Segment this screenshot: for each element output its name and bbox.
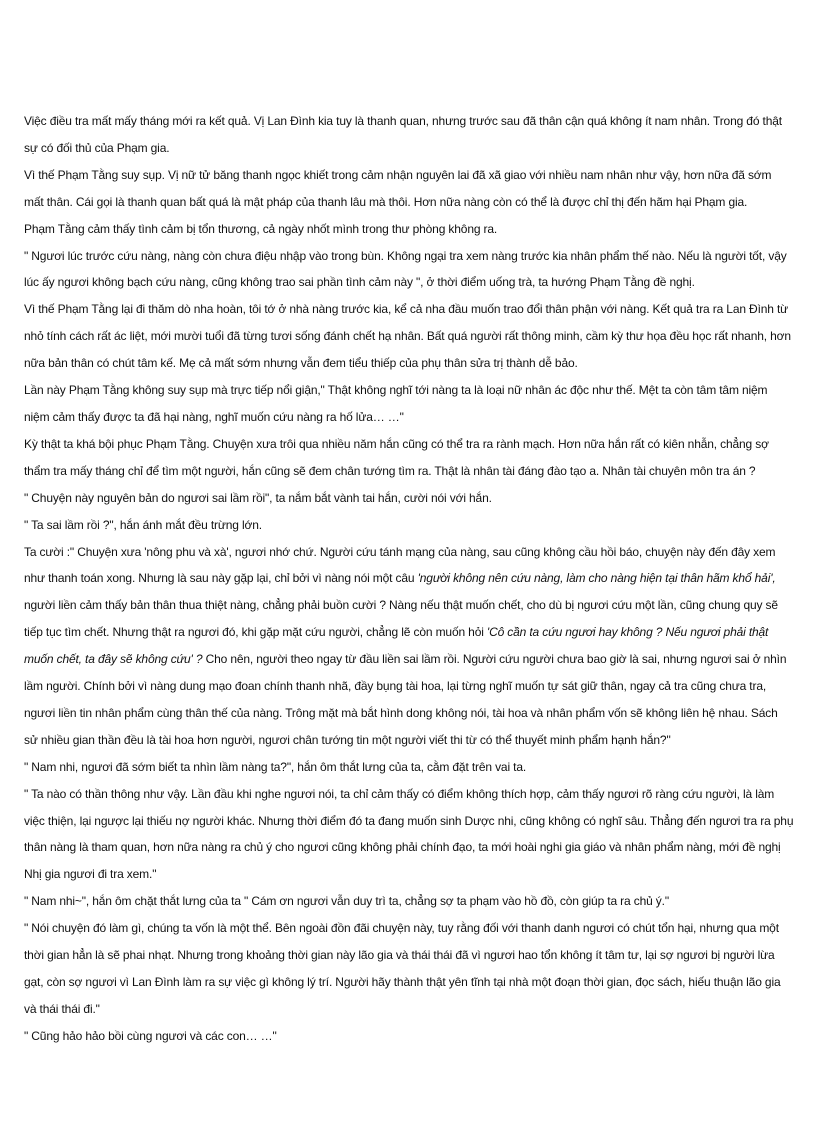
paragraph xyxy=(24,377,794,431)
paragraph xyxy=(24,296,794,377)
paragraph-text: Ta cười :" Chuyện xưa 'nông phu và xà', ngươi nhớ chứ. Người cứu tánh mạng của nàng, sau cũng không cầu hồi báo, chuyện này đến đây xem như thanh toán xong. Nhưng là sau này gặp lại, chỉ bởi vì nàng nói một câu xyxy=(24,544,776,586)
paragraph-text: " Ta nào có thần thông như vậy. Lần đầu khi nghe ngươi nói, ta chỉ cảm thấy có điểm không thích hợp, cảm thấy ngươi rõ ràng cứu người, là làm việc thiện, lại ngược lại thiếu nợ người khác. Nhưng thời điểm đó ta đang muốn sinh Dược nhi, cũng không có nghĩ sâu. Thẳng đến ngươi tra ra phụ thân nàng là tham quan, hơn nữa nàng ra chủ ý cho ngươi cũng không phải chính đạo, ta mới hoài nghi gia giáo và nhân phẩm nàng, mới đề nghị Nhị gia ngươi đi tra xem." xyxy=(24,786,794,882)
paragraph-text: Lần này Phạm Tằng không suy sụp mà trực tiếp nổi giận," Thật không nghĩ tới nàng ta là loại nữ nhân ác độc như thế. Mệt ta còn tâm tâm niệm niệm cảm thấy được ta đã hại nàng, nghĩ muốn cứu nàng ra hố lửa… …" xyxy=(24,383,768,424)
paragraph-text: Kỳ thật ta khá bội phục Phạm Tằng. Chuyện xưa trôi qua nhiều năm hắn cũng có thể tra ra rành mạch. Hơn nữa hắn rất có kiên nhẫn, chẳng sợ thẩm tra mấy tháng chỉ để tìm một người, hắn cũng sẽ đem chân tướng tìm ra. Thật là nhân tài đáng đào tạo a. Nhân tài chuyên môn tra án ? xyxy=(24,436,769,478)
paragraph xyxy=(24,888,794,915)
document-body xyxy=(24,108,794,1050)
paragraph xyxy=(24,754,794,781)
paragraph xyxy=(24,485,794,512)
paragraph-text: Cho nên, người theo ngay từ đầu liền sai lầm rồi. Người cứu người chưa bao giờ là sai, nhưng ngươi sai ở nhìn lầm người. Chính bởi vì nàng dung mạo đoan chính thanh nhã, đầy bụng tài hoa, lại từng nghĩ muốn tự sát giữ thân, ngay cả tra cũng chưa tra, ngươi liền tin nhân phẩm cùng thân thế của nàng. Trông mặt mà bắt hình dong không nói, tài hoa và nhân phẩm vốn sẽ không liên hệ nhau. Sách sử nhiều gian thần đều là tài hoa hơn người, ngươi chân tướng tin một người viết thi từ có thể thuyết minh phẩm hạnh hắn?" xyxy=(24,652,787,747)
paragraph-text: Phạm Tằng cảm thấy tình cảm bị tổn thương, cả ngày nhốt mình trong thư phòng không ra. xyxy=(24,221,498,236)
paragraph xyxy=(24,915,794,1023)
paragraph xyxy=(24,108,794,162)
paragraph xyxy=(24,431,794,485)
paragraph-text: Vì thế Phạm Tằng suy sụp. Vị nữ tử băng thanh ngọc khiết trong cảm nhận nguyên lai đã xã giao với nhiều nam nhân như vậy, hơn nữa đã sớm mất thân. Cái gọi là thanh quan bất quá là mật pháp của thanh lâu mà thôi. Hơn nữa nàng còn có thể là được chỉ thị đến hãm hại Phạm gia. xyxy=(24,167,772,209)
paragraph-text: " Cũng hảo hảo bồi cùng ngươi và các con… …" xyxy=(24,1028,277,1043)
paragraph xyxy=(24,539,794,754)
paragraph xyxy=(24,216,794,243)
paragraph-text: " Nói chuyện đó làm gì, chúng ta vốn là một thể. Bên ngoài đồn đãi chuyện này, tuy rằng đối với thanh danh ngươi có chút tổn hại, nhưng qua một thời gian hẳn là sẽ phai nhạt. Nhưng trong khoảng thời gian này lão gia và thái thái đã vì ngươi hao tổn không ít tâm tư, lại sợ ngươi bị người lừa gạt, còn sợ ngươi vì Lan Đình làm ra sự việc gì không lý trí. Người hãy thành thật yên tĩnh tại nhà một đoạn thời gian, đọc sách, hiếu thuận lão gia và thái thái đi." xyxy=(24,921,781,1016)
paragraph-text: người liền cảm thấy bản thân thua thiệt nàng, chẳng phải buồn cười ? Nàng nếu thật muốn chết, cho dù bị ngươi cứu một lần, cũng chung quy sẽ tiếp tục tìm chết. Nhưng thật ra ngươi đó, khi gặp mặt cứu người, chẳng lẽ còn muốn hỏi xyxy=(24,598,778,640)
paragraph-text: " Nam nhi~", hắn ôm chặt thắt lưng của ta " Cám ơn ngươi vẫn duy trì ta, chẳng sợ ta phạm vào hồ đồ, còn giúp ta ra chủ ý." xyxy=(24,894,669,909)
paragraph xyxy=(24,781,794,889)
paragraph xyxy=(24,243,794,297)
paragraph xyxy=(24,512,794,539)
paragraph-text: Vì thế Phạm Tằng lại đi thăm dò nha hoàn, tôi tớ ở nhà nàng trước kia, kể cả nha đầu muốn trao đổi thân phận với nàng. Kết quả tra ra Lan Đình từ nhỏ tính cách rất ác liệt, mới mười tuổi đã từng tươi sống đánh chết hạ nhân. Bất quá người rất thông minh, cầm kỳ thư họa đều học rất nhanh, hơn nữa bản thân có chút tâm kế. Mẹ cả mất sớm nhưng vẫn đem tiểu thiếp của phụ thân sửa trị thành dễ bảo. xyxy=(24,302,791,371)
paragraph xyxy=(24,162,794,216)
paragraph-text: " Ngươi lúc trước cứu nàng, nàng còn chưa điệu nhập vào trong bùn. Không ngại tra xem nàng trước kia nhân phẩm thế nào. Nếu là người tốt, vậy lúc ấy ngươi không bạch cứu nàng, cũng không trao sai phần tình cảm này ", ở thời điểm uống trà, ta hướng Phạm Tằng đề nghị. xyxy=(24,248,787,290)
italic-quote: 'người không nên cứu nàng, làm cho nàng hiện tại thân hãm khổ hải', xyxy=(417,571,776,586)
paragraph xyxy=(24,1023,794,1050)
paragraph-text: " Chuyện này nguyên bản do ngươi sai lầm rồi", ta nắm bắt vành tai hắn, cười nói với hắn. xyxy=(24,490,492,505)
paragraph-text: " Ta sai lầm rồi ?", hắn ánh mắt đều trừng lớn. xyxy=(24,517,262,532)
paragraph-text: Việc điều tra mất mấy tháng mới ra kết quả. Vị Lan Đình kia tuy là thanh quan, nhưng trước sau đã thân cận quá không ít nam nhân. Trong đó thật sự có đối thủ của Phạm gia. xyxy=(24,114,782,155)
paragraph-text: " Nam nhi, ngươi đã sớm biết ta nhìn lầm nàng ta?", hắn ôm thắt lưng của ta, cằm đặt trên vai ta. xyxy=(24,759,527,774)
italic-quote: 'Cô cần ta cứu ngươi hay không ? Nếu ngươi phải thật muốn chết, ta đây sẽ không cứu' ? xyxy=(24,625,769,667)
